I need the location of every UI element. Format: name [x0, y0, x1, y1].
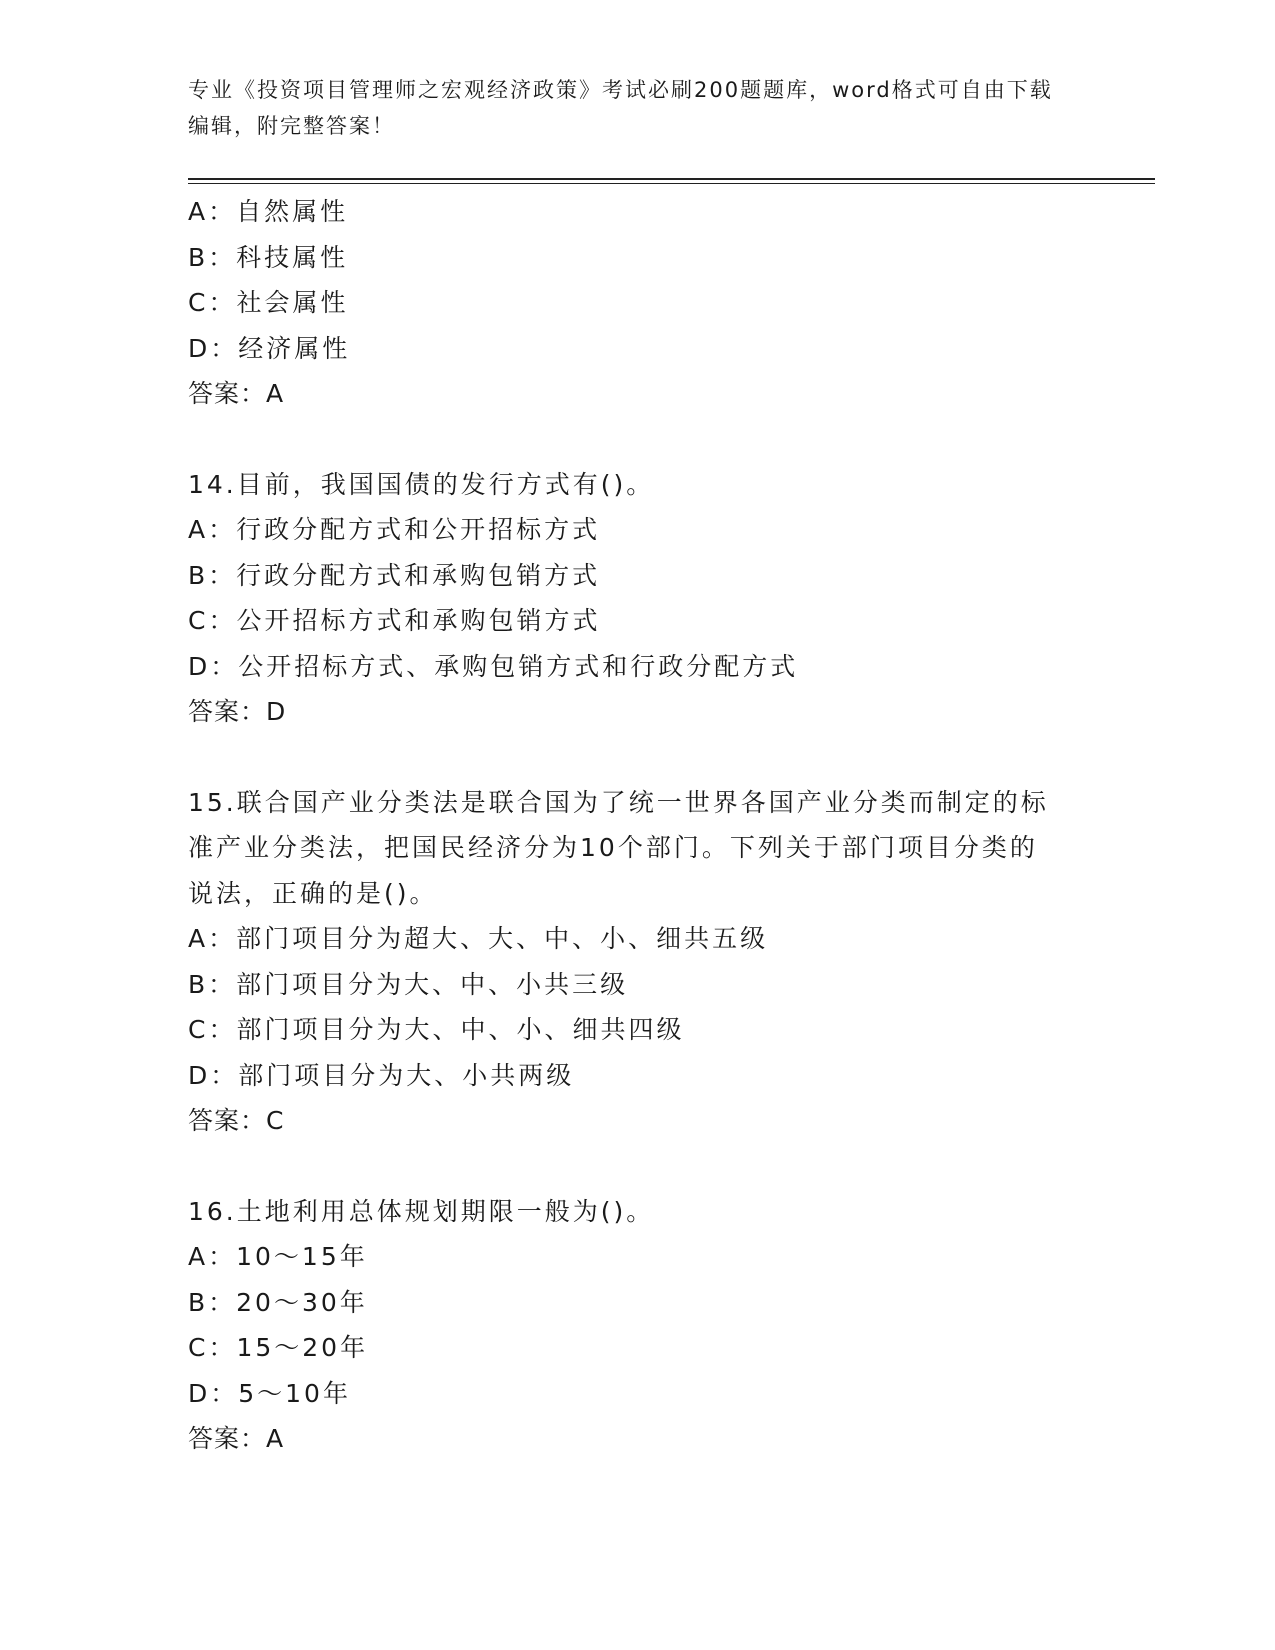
header-divider-thick [188, 178, 1155, 180]
option-d: D：经济属性 [188, 333, 351, 363]
option-b: B：20～30年 [188, 1287, 368, 1317]
question-stem: 16.土地利用总体规划期限一般为()。 [188, 1196, 655, 1226]
question-13 [188, 189, 1088, 417]
header-divider-thin [188, 183, 1155, 184]
spacer [188, 417, 1088, 462]
option-c: C：部门项目分为大、中、小、细共四级 [188, 1015, 685, 1044]
option-d: D：部门项目分为大、小共两级 [188, 1060, 575, 1090]
question-stem-line-3: 说法，正确的是()。 [188, 878, 438, 908]
question-stem-line-1: 15.联合国产业分类法是联合国为了统一世界各国产业分类而制定的标 [188, 787, 1049, 817]
answer: 答案：A [188, 379, 285, 408]
spacer [188, 1144, 1088, 1189]
spacer [188, 735, 1088, 780]
option-c: C：15～20年 [188, 1333, 369, 1362]
question-stem-line-2: 准产业分类法，把国民经济分为10个部门。下列关于部门项目分类的 [188, 833, 1038, 862]
option-a: A：行政分配方式和公开招标方式 [188, 515, 601, 544]
answer: 答案：A [188, 1424, 285, 1453]
option-b: B：科技属性 [188, 242, 349, 272]
option-a: A：部门项目分为超大、大、中、小、细共五级 [188, 924, 769, 953]
question-14 [188, 462, 1088, 735]
answer: 答案：C [188, 1106, 285, 1135]
option-a: A：10～15年 [188, 1242, 368, 1271]
option-d: D：公开招标方式、承购包销方式和行政分配方式 [188, 651, 799, 681]
question-16 [188, 1189, 1088, 1462]
option-a: A：自然属性 [188, 197, 349, 226]
question-stem: 14.目前，我国国债的发行方式有()。 [188, 469, 655, 499]
header-text: 专业《投资项目管理师之宏观经济政策》考试必刷200题题库，word格式可自由下载编辑，附完整答案！ [188, 78, 1053, 138]
option-c: C：社会属性 [188, 288, 349, 317]
question-15 [188, 780, 1088, 1144]
document-header [188, 72, 1068, 144]
question-list [188, 189, 1088, 1462]
option-d: D：5～10年 [188, 1378, 351, 1408]
option-c: C：公开招标方式和承购包销方式 [188, 606, 601, 635]
option-b: B：行政分配方式和承购包销方式 [188, 560, 601, 590]
option-b: B：部门项目分为大、中、小共三级 [188, 969, 629, 999]
answer: 答案：D [188, 697, 287, 726]
